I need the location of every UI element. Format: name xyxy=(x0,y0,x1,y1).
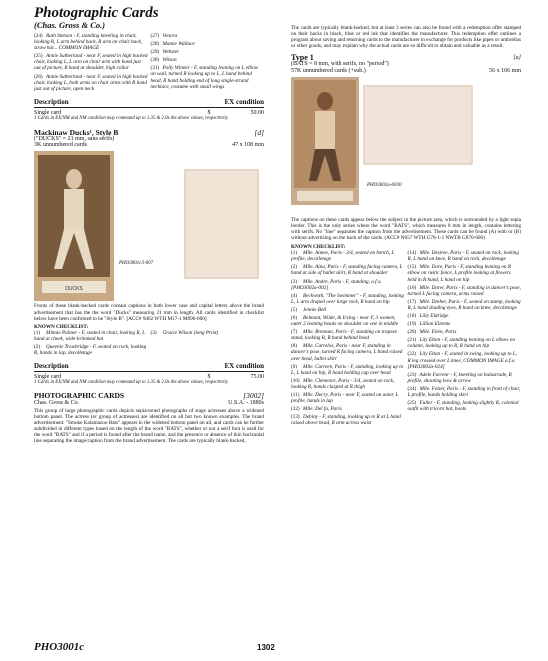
list-item-text: Lily Elton - F, standing leaning on L elbow on column, looking up to R, R hand on hip xyxy=(407,337,515,350)
list-item xyxy=(408,321,522,327)
right-column xyxy=(291,25,521,428)
type1-card-images xyxy=(291,77,521,217)
mackinaw-size: 47 x 108 mm xyxy=(232,142,264,149)
list-item-number: (5) xyxy=(291,306,298,313)
photographic-text: This group of large photographic cards depicts sepia-toned photographs of stage actresses above a widened bottom panel. The actress (or group of actresses) are identified on all but two known examples. The brand advertisement: "Smoke Kalamazoo Bats" appears in the widened bottom panel on all, and cards can be further subdivided in different types based on the length of the word "BATS", whether or not a serif font is used for the word "BATS" and if a period is found after the brand name, and the presence or absence of thin horizontal line separating the image/caption from the brand advertisement. The cards are typically blank-backed, xyxy=(34,407,264,445)
footnote-2: 1 Cards in EX/NM and NM condition may command up to 1.35 & 2.0x the above values, respectively. xyxy=(34,380,229,386)
list-item-number: (18) xyxy=(407,312,417,319)
list-item xyxy=(291,406,405,412)
list-item-number: (29) xyxy=(150,49,160,56)
list-item xyxy=(408,285,522,297)
left-column xyxy=(34,33,264,444)
list-item xyxy=(291,279,405,291)
list-item-text: Jennie Bell xyxy=(303,306,327,313)
list-item-text: Mamie Wallace xyxy=(162,41,195,48)
list-item-text: Ruth Stetson - F, standing kneeling in chair, looking R, L arm behind back, R arm on chair back, straw hat... COMMON IMAGE xyxy=(34,33,143,52)
list-item-text: Annie Sutherland - near F, seated in high backed chair, looking L, both arms on chair arms with R hand just out of picture, open neck xyxy=(34,73,148,92)
list-item-text: Mlle. Aimee, Paris - 3/4, seated on bench, L profile, decolletage xyxy=(291,250,395,263)
description-label: Description xyxy=(34,97,69,106)
list-item-text: Mlle. Elien, Paris xyxy=(419,329,457,336)
price-symbol-2: $ xyxy=(207,374,211,381)
list-item-number: (31) xyxy=(150,65,160,72)
mackinaw-checklist-col-1 xyxy=(34,330,148,358)
list-item-text: Mlle. Aina, Paris - F, standing facing camera, L hand at side of ballet skirt, R hand at shoulder xyxy=(291,264,403,277)
list-item xyxy=(408,337,522,349)
list-item xyxy=(151,49,265,55)
type1-back-photo xyxy=(363,85,473,165)
mackinaw-subtitle: ("DUCKS" = 21 mm, sans serifs) xyxy=(34,136,115,143)
list-item xyxy=(291,293,405,305)
list-item xyxy=(34,33,148,51)
condition-label: EX condition xyxy=(224,97,264,106)
type1-checklist xyxy=(291,250,521,428)
mackinaw-back-photo xyxy=(184,169,259,279)
list-item-number: (1) xyxy=(291,250,298,257)
list-item-text: Mlle. Del fa, Paris xyxy=(303,406,342,413)
page-subtitle: (Chas. Gross & Co.) xyxy=(34,20,106,30)
svg-text:DUCKS: DUCKS xyxy=(65,286,83,293)
condition-label-2: EX condition xyxy=(224,362,264,371)
list-item xyxy=(408,351,522,369)
description-header xyxy=(34,99,264,105)
list-item-text: Gracie Wilson (long Print) xyxy=(162,329,219,336)
description-header-2 xyxy=(34,363,264,369)
list-item xyxy=(291,250,405,262)
list-item-number: (24) xyxy=(407,385,417,392)
list-item xyxy=(151,330,265,336)
photographic-meta xyxy=(34,400,264,406)
list-item xyxy=(408,264,522,282)
type1-meta xyxy=(291,68,521,74)
list-item-text: Mlle. Dore, Paris - F, standing leaning on R elbow on rustic fence, L profile looking at flowers held in R hand, L hand on hip xyxy=(407,264,511,283)
divider-2 xyxy=(34,371,264,372)
photographic-maker: Chas. Gross & Co. xyxy=(34,399,80,406)
list-item-number: (3) xyxy=(291,278,298,285)
price-value: 50.00 xyxy=(250,109,264,116)
list-item-text: Venora xyxy=(162,33,178,39)
list-item xyxy=(408,386,522,398)
mackinaw-ref: [d] xyxy=(254,128,264,138)
price-row-label-2: Single card xyxy=(34,374,62,381)
list-item xyxy=(408,250,522,262)
list-item-number: (21) xyxy=(407,337,417,344)
list-item xyxy=(291,364,405,376)
list-item-number: (9) xyxy=(291,363,298,370)
top-checklist xyxy=(34,33,264,94)
list-item-text: Minnie Palmer - F, seated in chair, looking R, L hand at cheek, wide-brimmed hat xyxy=(34,329,145,342)
mackinaw-known-label: KNOWN CHECKLIST: xyxy=(34,323,89,330)
list-item xyxy=(408,299,522,311)
list-item-number: (4) xyxy=(291,292,298,299)
list-item-text: Mlle. Andre, Paris - F, standing, a.f.o. [PHO3002a-002] xyxy=(291,278,382,291)
list-item-text: Mlle. Carreen, Paris - F, standing, looking up to L, L hand on hip, R hand holding cup over head xyxy=(291,363,404,376)
list-item-number: (17) xyxy=(407,298,417,305)
list-item xyxy=(151,41,265,47)
list-item-number: (19) xyxy=(407,321,417,328)
mackinaw-intro: Fronts of these blank-backed cards contain captions in both lower case and capital letters above the brand advertisement that has the the word "Ducks" measuring 21 mm in length. All cards identified in checklist below have been confirmed to be "Style B". [ACC# 9462 WTH M17-1 M896-600] xyxy=(34,303,264,322)
list-item-text: Fuller - F, standing, looking slightly R, colonial outfit with tricorn hat, boots xyxy=(407,400,519,413)
list-item-text: Webster xyxy=(162,49,180,56)
list-item-text: Belmont, Wilde, & Irving - near F, 3 women, outer 2 leaning heads on shoulder on one in middle xyxy=(291,314,399,328)
list-item-number: (12) xyxy=(291,406,300,413)
mackinaw-count: 3K unnumbered cards xyxy=(34,142,87,149)
type1-known-label: KNOWN CHECKLIST: xyxy=(291,244,346,251)
list-item xyxy=(34,74,148,92)
list-item-number: (1) xyxy=(34,329,41,336)
photographic-ref: [3002] xyxy=(243,391,264,401)
list-item-number: (23) xyxy=(407,371,417,378)
list-item xyxy=(151,65,265,89)
list-item xyxy=(291,414,405,426)
list-item xyxy=(151,33,265,39)
list-item xyxy=(408,400,522,412)
list-item-text: Mlle. Desiree, Paris - F, seated on rock, looking R, L hand on knee, R hand on rock, decolletage xyxy=(407,250,519,263)
list-item-number: (3) xyxy=(150,329,157,336)
page-title: Photographic Cards xyxy=(34,5,159,21)
list-item-number: (24) xyxy=(34,33,43,39)
list-item xyxy=(291,378,405,390)
list-item xyxy=(408,329,522,335)
list-item-number: (13) xyxy=(291,414,300,421)
list-item-number: (26) xyxy=(34,73,43,80)
list-item-text: Polly Winner - F, standing leaning on L elbow on wall, turned R looking up to L, L hand behind head, R hand holding end of long single-strand necklace, costume with small wings xyxy=(150,65,259,90)
mackinaw-title: Mackinaw Ducks¹, Style B xyxy=(34,128,119,138)
list-item-number: (30) xyxy=(150,57,160,64)
divider xyxy=(34,107,264,108)
top-checklist-col-2 xyxy=(151,33,265,94)
list-item-text: Wilson xyxy=(162,57,177,64)
list-item-text: Lillian Elienne xyxy=(419,321,451,328)
list-item-number: (14) xyxy=(407,250,417,257)
type1-intro: The captions on these cards appear below the subject in the picture area, which is surrounded by a light sepia border. This is the only series where the word "BATS", which measures 8 mm in length, contains lettering with serifs. No "line" separates the caption from the advertisement. These cards can be found (A) with or (B) without advertising on the back of the cards. (ACC# N657 WTH G78-1-1 NWTB G870-600) xyxy=(291,216,521,241)
list-item-text: Mlle. Decry, Paris - near F, seated on oater, L profile, hands in lap xyxy=(291,392,399,405)
list-item-text: Mlle. Carrelos, Paris - near F, standing in dancer's pose, turned R facing camera, L hand raised over head, ballet skirt xyxy=(291,343,403,362)
list-item-number: (15) xyxy=(407,264,417,271)
list-item-number: (8) xyxy=(291,343,298,350)
footnote: 1 Cards in EX/NM and NM condition may command up to 1.35 & 2.0x the above values, respectively. xyxy=(34,116,229,122)
list-item-text: Lilly Eldridge xyxy=(419,312,449,319)
list-item-text: Adele Farrenr - F, kneeling on balustrade, R profile, shooting bow & arrow xyxy=(407,371,512,384)
catalog-code: PHO3001c xyxy=(34,641,85,653)
list-item-text: Beckwoth, "The Swimmer" - F, standing, looking L, L arm draped over large rock, R hand on hip xyxy=(291,292,404,305)
list-item-number: (25) xyxy=(407,400,417,407)
list-item xyxy=(291,307,405,313)
mackinaw-front-photo xyxy=(34,151,114,301)
price-value-2: 75.00 xyxy=(250,374,264,381)
type1-front-photo xyxy=(291,77,359,205)
list-item-text: Queenie Trowbridge - F, seated on rock, looking R, hands in lap, decolletage xyxy=(34,343,147,357)
type1-photo-caption: PHO3002a-0030 xyxy=(367,182,402,188)
list-item xyxy=(408,313,522,319)
list-item xyxy=(151,57,265,63)
list-item xyxy=(34,344,148,356)
type1-count: 57K unnumbered cards (+sub.) xyxy=(291,67,366,74)
type1-checklist-col-1 xyxy=(291,250,405,428)
list-item-number: (25) xyxy=(34,53,43,60)
type1-checklist-col-2 xyxy=(408,250,522,428)
top-checklist-col-1 xyxy=(34,33,148,94)
mackinaw-photo-caption: PHO3001c3-007 xyxy=(119,261,154,267)
list-item-number: (22) xyxy=(407,351,417,358)
list-item-number: (10) xyxy=(291,377,300,384)
price-symbol: $ xyxy=(207,109,211,116)
type1-ref: [a] xyxy=(513,55,521,62)
list-item-text: Mlle. Clemence, Paris - 3/4, seated on rock, looking R, hands clasped at R thigh xyxy=(291,377,395,390)
list-item xyxy=(291,392,405,404)
list-item xyxy=(34,53,148,71)
list-item-number: (2) xyxy=(291,264,298,271)
list-item-number: (28) xyxy=(150,41,160,48)
list-item xyxy=(291,343,405,361)
list-item-text: Annie Sutherland - near F, seated in high backed chair, looking L, L arm on chair arm with hand just out of picture, R hand at shoulder, high collar xyxy=(34,53,148,72)
list-item-number: (16) xyxy=(407,284,417,291)
type1-subtitle: (BATS = 8 mm, with serifs, no "period") xyxy=(291,61,389,68)
mackinaw-meta xyxy=(34,142,264,148)
page-number: 1302 xyxy=(257,643,275,652)
type1-size: 56 x 106 mm xyxy=(489,67,521,74)
list-item-number: (27) xyxy=(150,33,160,39)
list-item-text: Debiny - F, standing, looking up to R at L hand raised above head, R arm across waist xyxy=(291,414,401,427)
mackinaw-checklist xyxy=(34,330,264,358)
list-item-number: (7) xyxy=(291,329,298,336)
list-item-text: Mlle. Dreher, Paris - F, seated on stump, looking R, L hand shading eyes, R hand on knee, decolletage xyxy=(407,298,521,311)
photographic-title: PHOTOGRAPHIC CARDS xyxy=(34,391,125,401)
list-item xyxy=(291,329,405,341)
list-item-text: Lily Elton - F, seated in swing, looking up to L, R leg crossed over L knee, COMMON IMAGE a.f.o. [PHO3002a-024] xyxy=(407,351,517,370)
list-item-number: (2) xyxy=(34,343,41,350)
price-row-label: Single card xyxy=(34,109,62,116)
list-item-number: (6) xyxy=(291,314,298,321)
list-item xyxy=(34,330,148,342)
list-item-number: (11) xyxy=(291,392,300,398)
mackinaw-card-images xyxy=(34,151,264,301)
list-item-text: Mlle. Felzer, Paris - F, standing in front of chair, L profile, hands holding skirt xyxy=(407,385,521,398)
list-item xyxy=(408,372,522,384)
list-item-number: (20) xyxy=(407,329,417,336)
list-item xyxy=(291,264,405,276)
photographic-place: U.S.A. - 1880s xyxy=(228,399,264,406)
list-item xyxy=(291,315,405,327)
mackinaw-checklist-col-2 xyxy=(151,330,265,358)
type1-title: Type 1 xyxy=(291,53,314,63)
right-intro-text: The cards are typically blank-backed, but at least 3 series can also be found with a redemption offer stamped on their backs in black, blue or red ink that identifies the manufacturer. This redemption offer outlines a program about saving and returning cards to the manufacturer in exchange for products like pipes or umbrellas or other goods, and may explain why the actual cards are so difficult to obtain and valuable as a result. xyxy=(291,25,521,50)
list-item-text: Mlle. Dorer, Paris - F, standing in dancer's pose, turned L facing camera, arms raised xyxy=(407,284,521,297)
description-label-2: Description xyxy=(34,362,69,371)
list-item-text: Mlle. Brennan, Paris - F, standing on trapeze stand, looking R, R hand behind head xyxy=(291,329,397,342)
